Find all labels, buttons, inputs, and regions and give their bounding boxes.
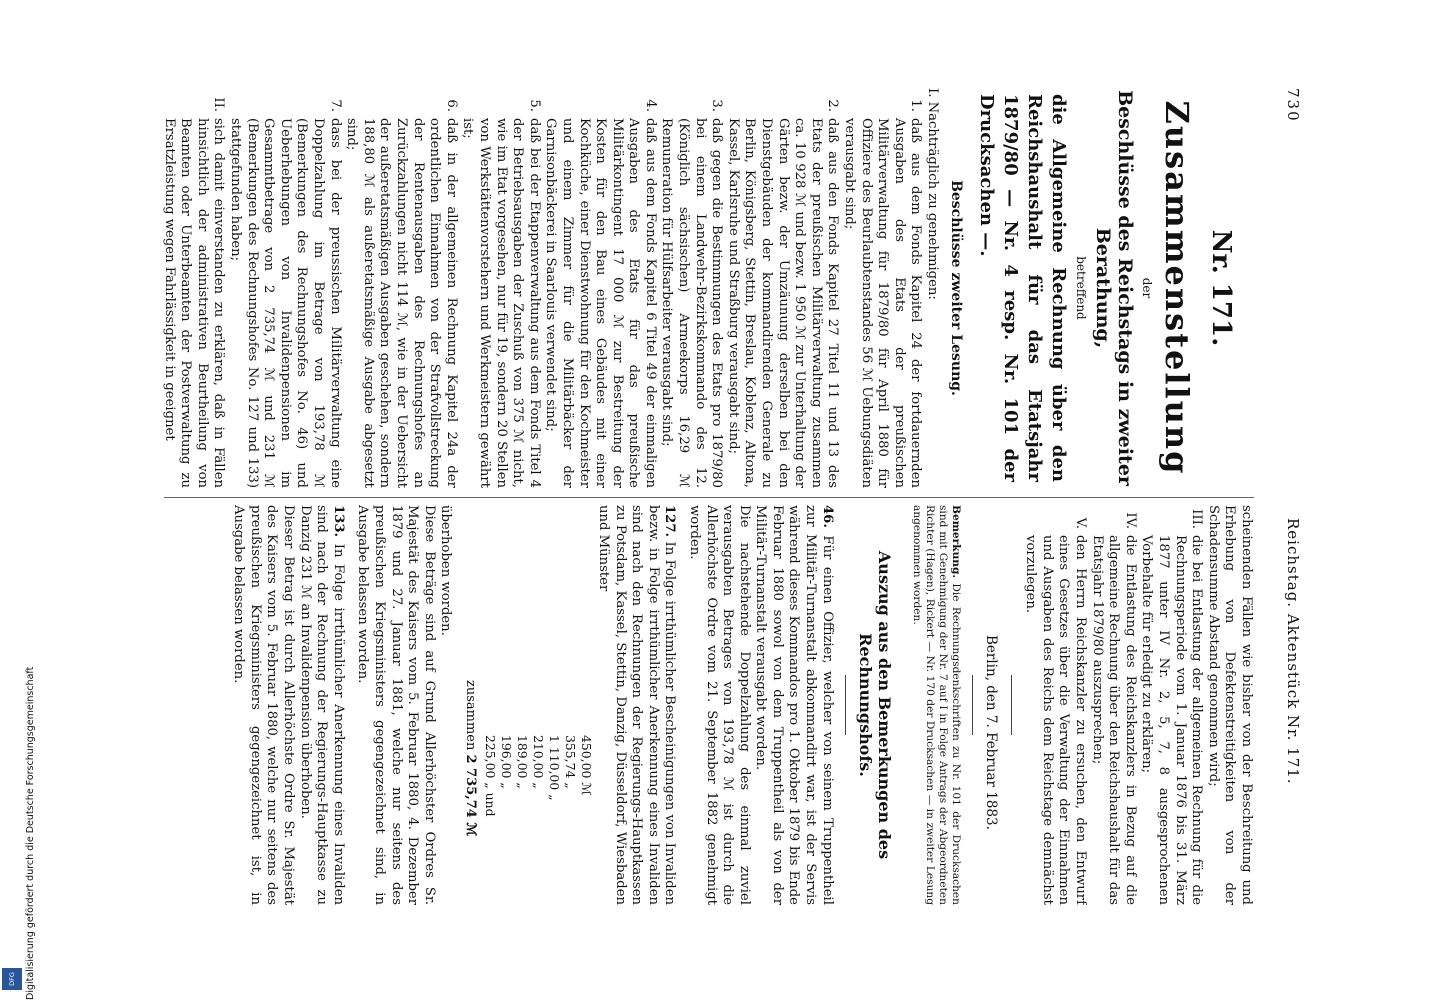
section-intro: I. Nachträglich zu genehmigen: [925,88,940,300]
section-title: Auszug aus den Bemerkungen des Rechnungshofs. [855,550,894,860]
amount: 225,00 „ und [483,735,499,817]
paragraph-133-cont: Dieser Betrag ist durch Allerhöchste Ordre Sr. Majestät des Kaisers vom 5. Februar 1880, welche nur seitens des preußischen Kriegsministers gegengezeichnet ist, in Ausgabe belassen worden. [231,505,297,905]
document-subject: die Allgemeine Rechnung über den Reichshaushalt für das Etatsjahr 1879/80 — Nr. 4 resp. Nr. 101 der Drucksachen —. [976,94,1069,482]
list-item: II. sich damit einverstanden zu erklären, daß in Fällen hinsichtlich der administrativen Beurtheilung von Beamten oder Unterbeamten der Postverwaltung zu Ersatzleistung wegen Fahrlässigkeit in geeignet [161,97,227,488]
document-title: Zusammenstellung [1158,100,1196,476]
betreffend-label: betreffend [1074,256,1088,320]
amount: 1 110,00 „ [547,735,563,801]
amount: 355,74 „ [563,735,579,789]
right-column [154,505,1254,905]
list-item-text: die Entlastung des Reichskanzlers in Bezug auf die allgemeine Rechnung über den Reichshaushalt für das Etatsjahr 1879/80 auszusprechen; [1089,535,1138,905]
list-item-text: daß aus den Fonds Kapitel 27 Titel 11 und 13 des Etats der preußischen Militärverwaltung zusammen ca. 10 928 ℳ und bezw. 1 950 ℳ zur Unterhaltung der Gärten bezw. der Umzäunung derselben bei den Dienstgebäuden der kommandirenden Generale zu Berlin, Königsberg, Stettin, Breslau, Koblenz, Altona, Kassel, Karlsruhe und Straßburg verausgabt sind; [725,118,841,488]
amount: 189,00 „ [515,735,531,789]
document-subtitle: Beschlüsse des Reichstags in zweiter Berathung, [1092,90,1136,486]
section-heading: Beschlüsse zweiter Lesung. [948,180,964,396]
left-column [154,88,1254,488]
amount: 210,00 „ [531,735,547,789]
journal-title: Reichstag. Aktenstück Nr. 171. [1284,518,1302,785]
total-label: zusammen [463,680,479,751]
paragraph-127: 127. In Folge irrthümlicher Bescheinigungen von Invaliden bezw. in Folge irrthümlicher Anerkennung eines Invaliden sind nach den Rechnungen der Regierungs-Hauptkassen zu Potsdam, Kassel, Stettin, Danzig, Düsseldorf, Wiesbaden und Münster [595,505,678,905]
list-item: III. die bei Entlastung der allgemeinen Rechnung für die Rechnungsperiode vom 1. Januar 1876 bis 31. März 1877 unter IV Nr. 2, 5, 7, 8 ausgesprochenen Vorbehalte für erledigt zu erklären; [1139,509,1205,905]
amount-list [482,505,594,905]
document-number: Nr. 171. [1206,229,1236,347]
column-divider [164,497,1254,498]
list-item: 2. daß aus den Fonds Kapitel 27 Titel 11 und 13 des Etats der preußischen Militärverwaltung zusammen ca. 10 928 ℳ und bezw. 1 950 ℳ zur Unterhaltung der Gärten bezw. der Umzäunung derselben bei den Dienstgebäuden der kommandirenden Generale zu Berlin, Königsberg, Stettin, Breslau, Koblenz, Altona, Kassel, Karlsruhe und Straßburg verausgabt sind; [725,99,841,488]
paragraph-46: 46. Für einen Offizier, welcher von seinem Truppentheil zur Militär-Turnanstalt abkommandirt war, ist der Servis während dieses Kommandos pro 1. Oktober 1879 bis Ende Februar 1880 sowol von dem Truppentheil als von der Militär-Turnanstalt verausgabt worden. [753,505,835,905]
dfg-logo: DFG [2,968,22,990]
divider [845,675,846,735]
note-text: Die Rechnungsdenkschriften zu Nr. 101 der Drucksachen sind mit Genehmigung der Nr. 7 auf I in Folge Antrags der Abgeordneten Richter (Hagen), Rickert — Nr. 170 der Drucksachen — in zweiter Lesung angenommen worden. [910,505,962,905]
list-item: 3. daß gegen die Bestimmungen des Etats pro 1879/80 bei einem Landwehr-Bezirkskommando des 12. (Königlich sächsischen) Armeekorps 16,29 ℳ Remuneration für Hülfsarbeiter verausgabt sind; [659,99,725,488]
continuation-text: scheinenden Fällen wie bisher von der Beschreitung und Erhebung von Defektenstreitigkeiten von der Schadensumme Abstand genommen wird; [1205,505,1254,905]
amount: 196,00 „ [499,735,515,789]
list-item-text: daß aus dem Fonds Kapitel 24 der fortdauernden Ausgaben des Etats der preußischen Militärverwaltung für 1879/80 für April 1880 für Offiziere des Beurlaubtenstandes 56 ℳ Uebungsdiäten verausgabt sind; [842,118,924,488]
paragraph-127-cont: Diese Beträge sind auf Grund Allerhöchster Ordres Sr. Majestät des Kaisers vom 5. Februar 1880, 4. Dezember 1879 und 27. Januar 1881, welche nur seitens des preußischen Kriegsministers gegengezeichnet sind, in Ausgabe belassen worden. [355,505,437,905]
paragraph-133: 133. In Folge irrthümlicher Anerkennung eines Invaliden sind nach der Rechnung der Regierungs-Hauptkasse zu Danzig 231 ℳ an Invalidenpension überhoben. [297,505,346,905]
list-item: V. den Herrn Reichskanzler zu ersuchen, den Entwurf eines Gesetzes über die Verwaltung der Einnahmen und Ausgaben des Reichs dem Reichstage demnächst vorzulegen. [1023,517,1089,905]
note-label: Bemerkung. [949,505,962,579]
paragraph-46-cont: Die nachstehende Doppelzahlung des einmal zuviel verausgabten Betrages von 193,78 ℳ ist durch die Allerhöchste Ordre vom 21. September 1882 genehmigt worden. [686,505,752,905]
total-line [463,505,478,905]
list-item-text: daß aus dem Fonds Kapitel 6 Titel 49 der einmaligen Ausgaben des Etats für das preußische Militärkontingent 17 000 ℳ zur Bestreitung der Kosten für den Bau eines Gebäudes mit einer Kochküche, einer Dienstwohnung für den Kochmeister und einem Zimmer für die Militärbäcker der Garnisonbäckerei in Saarlouis verwendet sind; [543,118,658,488]
list-item-text: daß in der allgemeinen Rechnung Kapitel 24a der ordentlichen Einnahmen von der Strafvollstreckung der Rentenausgaben des Rechnungshofes an Zurückzahlungen nicht 114 ℳ, wie in der Uebersicht der außeretatsmäßigen Ausgaben geschehen, sondern 188,80 ℳ als außeretatsmäßige Ausgabe abgesetzt sind; [344,118,459,488]
amount: 450,00 ℳ [579,735,595,796]
list-item: 1. daß aus dem Fonds Kapitel 24 der fortdauernden Ausgaben des Etats der preußischen Militärverwaltung für 1879/80 für April 1880 für Offiziere des Beurlaubtenstandes 56 ℳ Uebungsdiäten verausgabt sind; [842,99,924,488]
list-item: 6. daß in der allgemeinen Rechnung Kapitel 24a der ordentlichen Einnahmen von der Strafvollstreckung der Rentenausgaben des Rechnungshofes an Zurückzahlungen nicht 114 ℳ, wie in der Uebersicht der außeretatsmäßigen Ausgaben geschehen, sondern 188,80 ℳ als außeretatsmäßige Ausgabe abgesetzt sind; [344,99,459,488]
after-total: überhoben worden. [438,505,454,636]
list-item: IV. die Entlastung des Reichskanzlers in Bezug auf die allgemeine Rechnung über den Reichshaushalt für das Etatsjahr 1879/80 auszusprechen; [1089,512,1138,905]
list-item-text: die bei Entlastung der allgemeinen Rechnung für die Rechnungsperiode vom 1. Januar 1876 bis 31. März 1877 unter IV Nr. 2, 5, 7, 8 ausgesprochenen Vorbehalte für erledigt zu erklären; [1139,535,1205,905]
running-header [1272,88,1302,918]
page-number: 730 [1284,88,1302,123]
title-der: der [1140,277,1154,299]
list-item-text: den Herrn Reichskanzler zu ersuchen, den Entwurf eines Gesetzes über die Verwaltung der Einnahmen und Ausgaben des Reichs dem Reichstage demnächst vorzulegen. [1023,535,1089,905]
list-item-text: daß bei der Etappenverwaltung aus dem Fonds Titel 4 der Betriebsausgaben der Zuschuß von 375 ℳ nicht, wie im Etat vorgesehen, nur für 19, sondern 20 Stellen von Werkstättenvorstehern und Werkmeistern gewährt ist; [460,118,542,488]
list-item: 7. dass bei der preussischen Militärverwaltung eine Doppelzahlung im Betrage von 193,78 ℳ (Bemerkungen des Rechnungshofes No. 46) und Ueberhebungen von Invalidenpensionen im Gesammtbetrage von 2 735,74 ℳ und 231 ℳ (Bemerkungen des Rechnungshofes No. 127 und 133) stattgefunden haben; [228,99,343,488]
date-line: Berlin, den 7. Februar 1883. [982,635,999,830]
list-item-text: daß gegen die Bestimmungen des Etats pro 1879/80 bei einem Landwehr-Bezirkskommando des 12. (Königlich sächsischen) Armeekorps 16,29 ℳ Remuneration für Hülfsarbeiter verausgabt sind; [659,118,725,488]
divider [972,675,973,735]
list-item: 4. daß aus dem Fonds Kapitel 6 Titel 49 der einmaligen Ausgaben des Etats für das preußische Militärkontingent 17 000 ℳ zur Bestreitung der Kosten für den Bau eines Gebäudes mit einer Kochküche, einer Dienstwohnung für den Kochmeister und einem Zimmer für die Militärbäcker der Garnisonbäckerei in Saarlouis verwendet sind; [543,99,658,488]
total-amount: 2 735,74 ℳ [463,754,479,837]
list-item: 5. daß bei der Etappenverwaltung aus dem Fonds Titel 4 der Betriebsausgaben der Zuschuß von 375 ℳ nicht, wie im Etat vorgesehen, nur für 19, sondern 20 Stellen von Werkstättenvorstehern und Werkmeistern gewährt ist; [460,99,542,488]
watermark-text: Digitalisierung gefördert durch die Deutsche Forschungsgemeinschaft [25,666,36,1000]
list-item-text: sich damit einverstanden zu erklären, daß in Fällen hinsichtlich der administrativen Beurtheilung von Beamten oder Unterbeamten der Postverwaltung zu Ersatzleistung wegen Fahrlässigkeit in geeignet [161,118,227,488]
divider [1011,675,1012,735]
note [910,505,962,905]
list-item-text: dass bei der preussischen Militärverwaltung eine Doppelzahlung im Betrage von 193,78 ℳ (Bemerkungen des Rechnungshofes No. 46) und Ueberhebungen von Invalidenpensionen im Gesammtbetrage von 2 735,74 ℳ und 231 ℳ (Bemerkungen des Rechnungshofes No. 127 und 133) stattgefunden haben; [228,118,343,488]
